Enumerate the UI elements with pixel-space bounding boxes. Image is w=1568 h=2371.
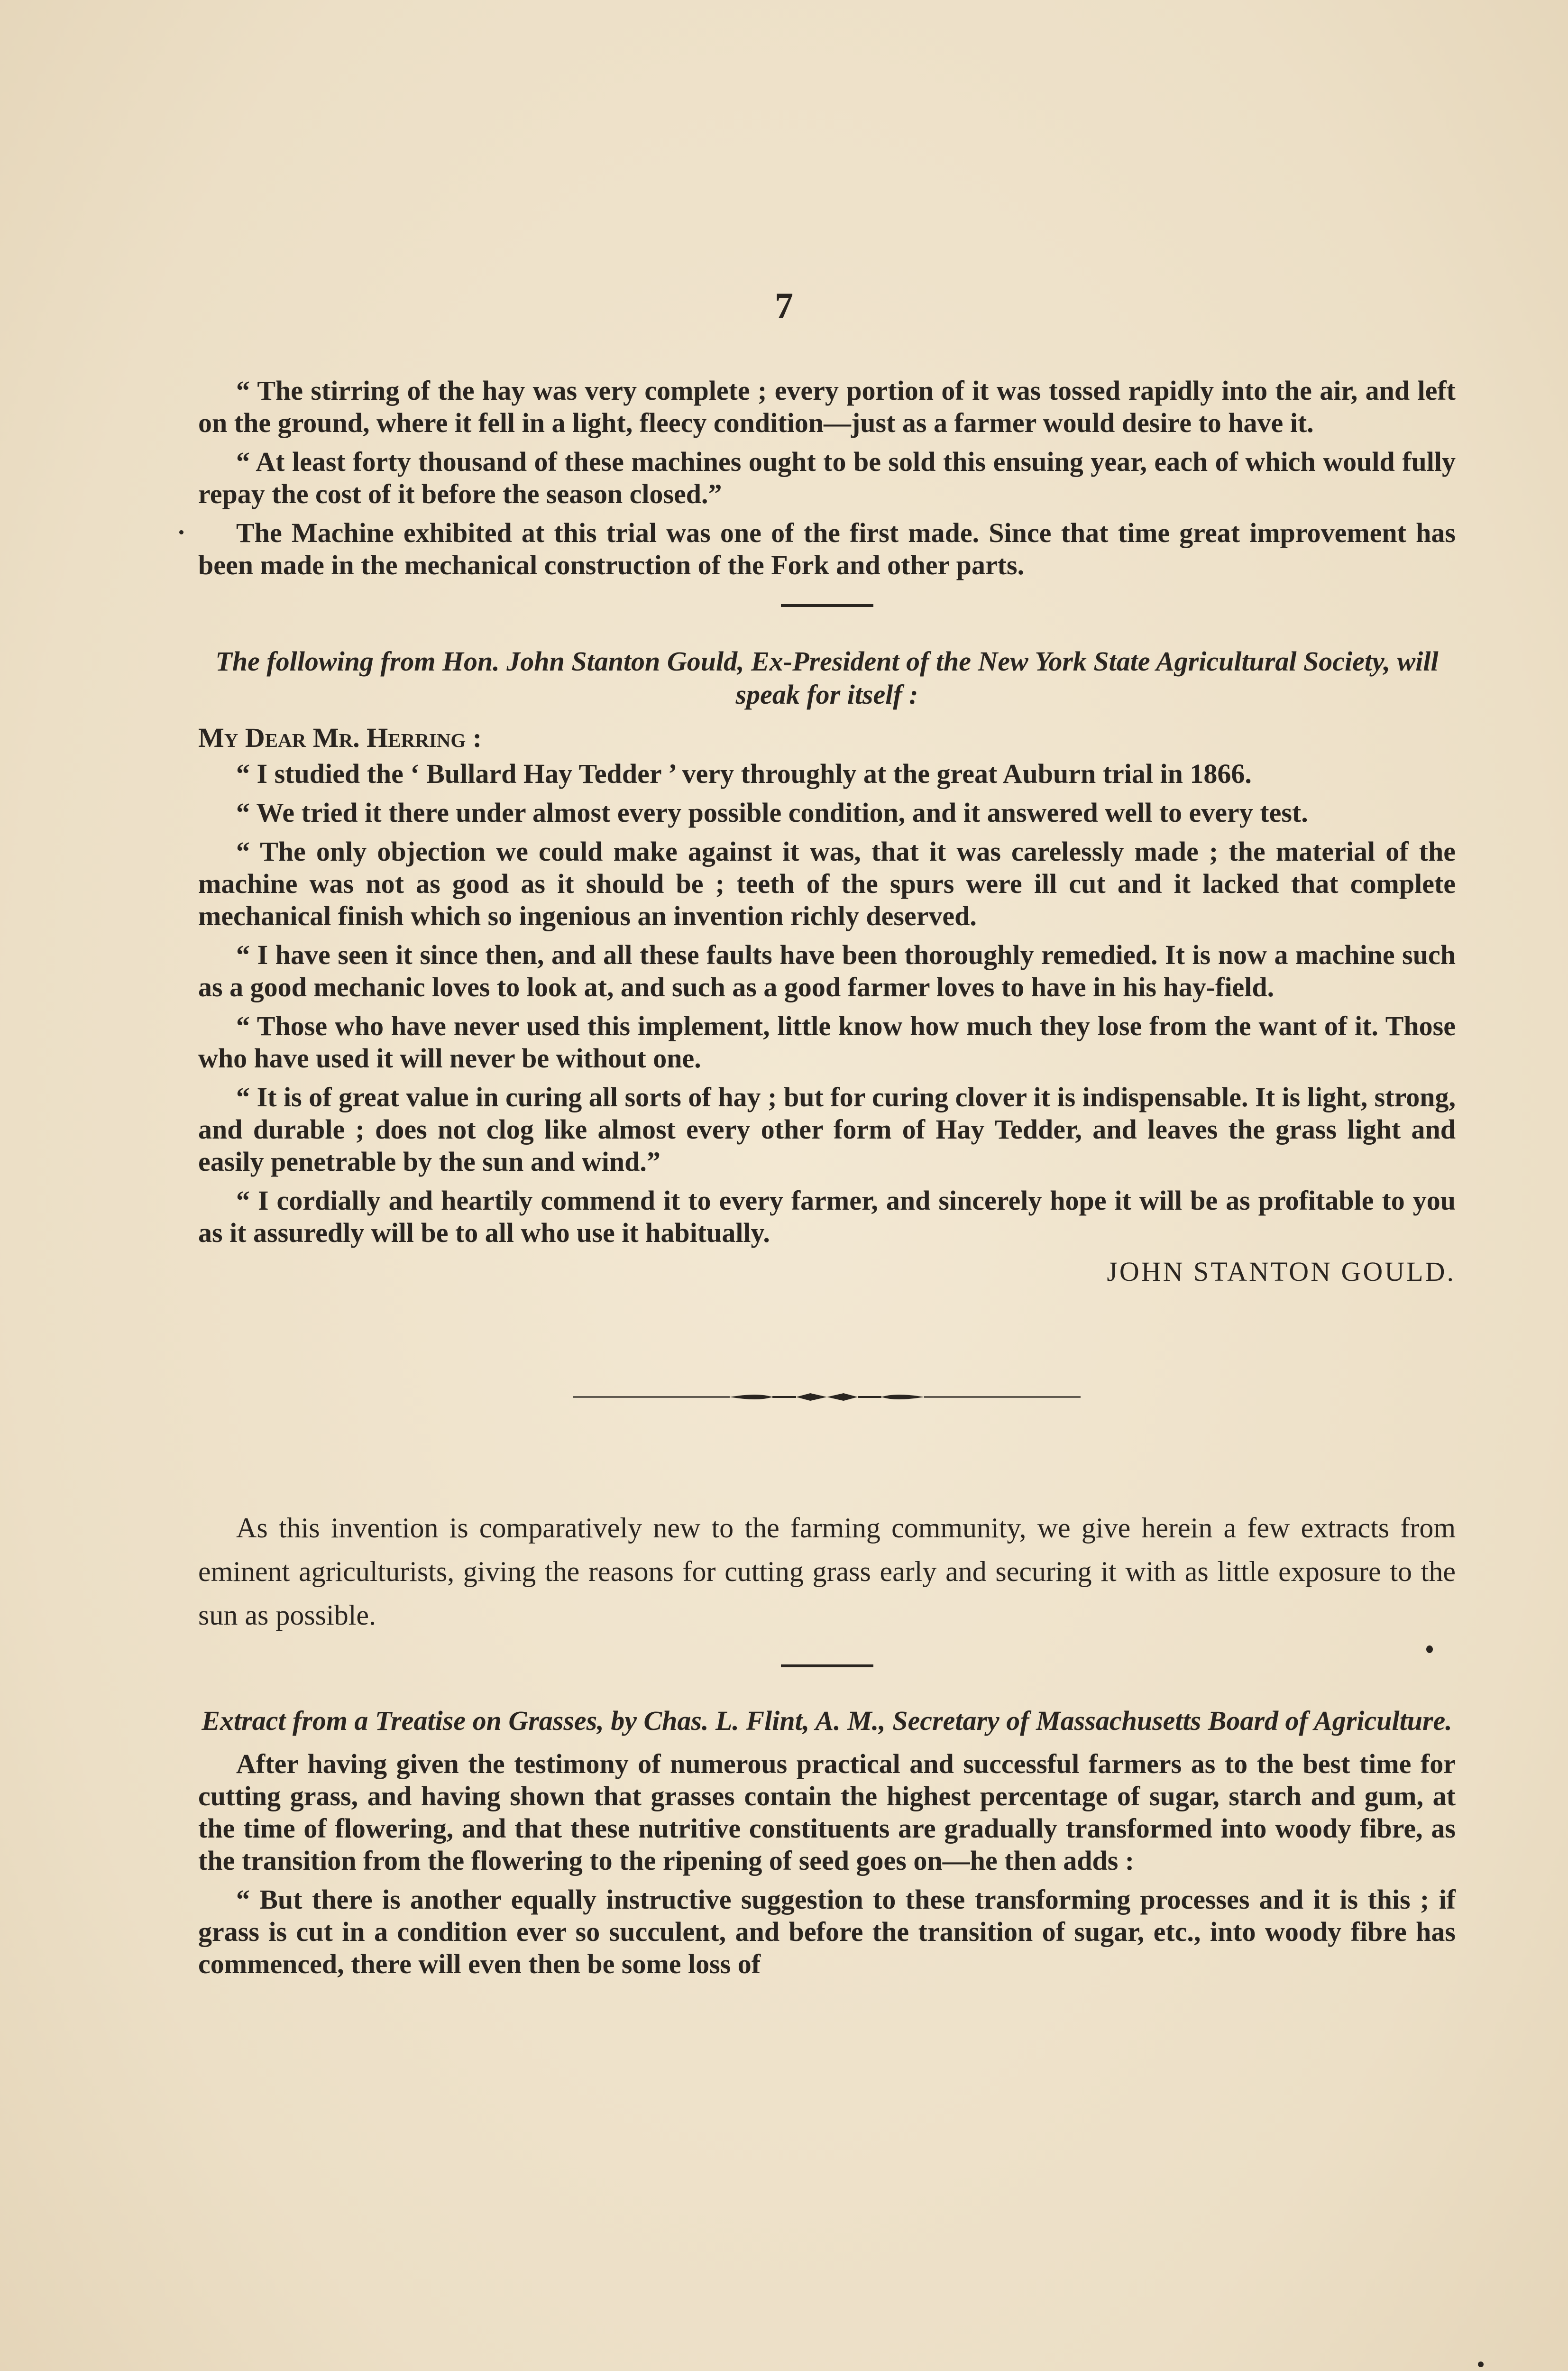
letter-paragraph: “ I studied the ‘ Bullard Hay Tedder ’ very throughly at the great Auburn trial in 1866. bbox=[236, 758, 1252, 789]
section-heading-gould: The following from Hon. John Stanton Gould, Ex-President of the New York State Agricultural Society, will speak for itself : bbox=[215, 646, 1439, 710]
section-divider bbox=[781, 1664, 873, 1667]
ink-speck bbox=[179, 530, 183, 534]
quote-paragraph: “ The stirring of the hay was very complete ; every portion of it was tossed rapidly into the air, and left on the ground, where it fell in a light, fleecy condition—just as a farmer would desire to have it. bbox=[198, 375, 1456, 438]
page-number: 7 bbox=[775, 285, 793, 326]
section-heading-flint: Extract from a Treatise on Grasses, by Chas. L. Flint, A. M., Secretary of Massachusetts Board of Agriculture. bbox=[202, 1705, 1452, 1736]
page-body bbox=[198, 375, 1456, 1987]
ornamental-divider bbox=[573, 1388, 1081, 1406]
quote-paragraph: “ But there is another equally instructive suggestion to these transforming processes and it is this ; if grass is cut in a condition ever so succulent, and before the transition of sugar, etc., into woody fibre has commenced, there will even then be some loss of bbox=[198, 1884, 1456, 1979]
letter-paragraph: “ We tried it there under almost every possible condition, and it answered well to every test. bbox=[236, 797, 1308, 828]
ink-speck bbox=[1426, 1645, 1433, 1653]
letter-salutation: My Dear Mr. Herring : bbox=[198, 722, 482, 753]
section-divider bbox=[781, 604, 873, 607]
intro-paragraph: As this invention is comparatively new to the farming community, we give herein a few extracts from eminent agriculturists, giving the reasons for cutting grass early and securing it with as little exposure to the sun as possible. bbox=[198, 1512, 1456, 1631]
letter-signature: JOHN STANTON GOULD. bbox=[1107, 1256, 1456, 1287]
letter-paragraph: “ It is of great value in curing all sorts of hay ; but for curing clover it is indispensable. It is light, strong, and durable ; does not clog like almost every other form of Hay Tedder, and leaves the grass light and easily penetrable by the sun and wind.” bbox=[198, 1082, 1456, 1177]
letter-paragraph: “ Those who have never used this implement, little know how much they lose from the want of it. Those who have used it will never be without one. bbox=[198, 1011, 1456, 1074]
quote-paragraph: “ At least forty thousand of these machines ought to be sold this ensuing year, each of which would fully repay the cost of it before the season closed.” bbox=[198, 446, 1456, 509]
letter-paragraph: “ I have seen it since then, and all these faults have been thoroughly remedied. It is now a machine such as a good mechanic loves to look at, and such as a good farmer loves to have in his hay-field. bbox=[198, 939, 1456, 1002]
letter-paragraph: “ I cordially and heartily commend it to every farmer, and sincerely hope it will be as profitable to you as it assuredly will be to all who use it habitually. bbox=[198, 1185, 1456, 1248]
body-paragraph: After having given the testimony of numerous practical and successful farmers as to the best time for cutting grass, and having shown that grasses contain the highest percentage of sugar, starch and gum, at the time of flowering, and that these nutritive constituents are gradually transformed into woody fibre, as the transition from the flowering to the ripening of seed goes on—he then adds : bbox=[198, 1748, 1456, 1876]
letter-paragraph: “ The only objection we could make against it was, that it was carelessly made ; the material of the machine was not as good as it should be ; teeth of the spurs were ill cut and it lacked that complete mechanical finish which so ingenious an invention richly deserved. bbox=[198, 836, 1456, 931]
body-paragraph: The Machine exhibited at this trial was one of the first made. Since that time great improvement has been made in the mechanical construction of the Fork and other parts. bbox=[198, 517, 1456, 580]
ink-speck bbox=[1478, 2362, 1484, 2367]
